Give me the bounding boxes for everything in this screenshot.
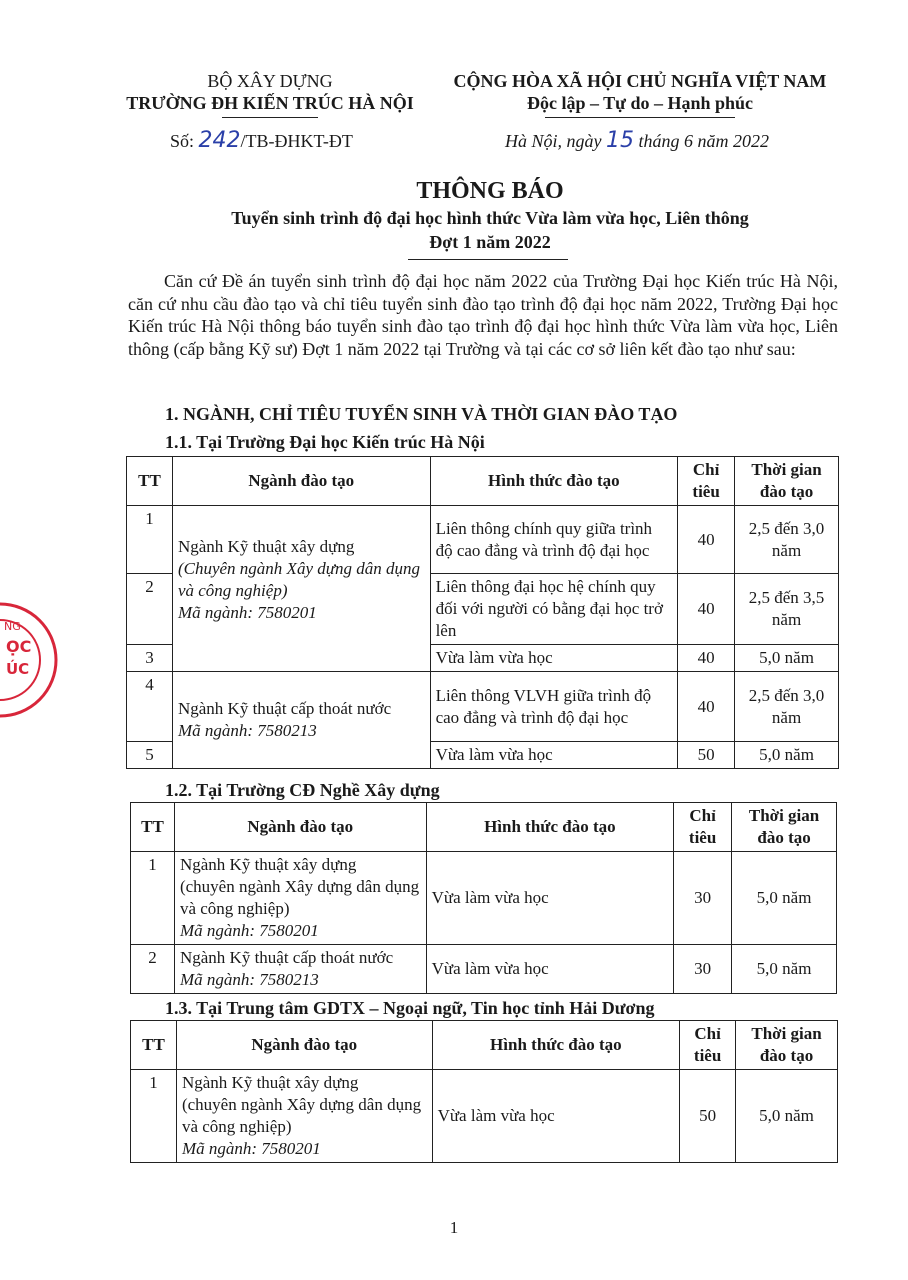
col-form: Hình thức đào tạo (430, 457, 678, 506)
table-3 (130, 1020, 838, 1163)
section-1-heading: 1. NGÀNH, CHỈ TIÊU TUYỂN SINH VÀ THỜI GIAN ĐÀO TẠO (165, 404, 678, 424)
col-tt: TT (127, 457, 173, 506)
table-row: 2 Liên thông đại học hệ chính quy đối với người có bằng đại học trở lên 40 2,5 đến 3,5 năm (127, 574, 839, 645)
col-duration: Thời gian đào tạo (735, 457, 839, 506)
table-header-row: TT Ngành đào tạo Hình thức đào tạo Chỉ tiêu Thời gian đào tạo (131, 1021, 838, 1070)
major-cell: Ngành Kỹ thuật xây dựng (chuyên ngành Xây dựng dân dụng và công nghiệp) Mã ngành: 7580201 (176, 1070, 432, 1163)
col-quota: Chỉ tiêu (678, 457, 735, 506)
seal-stamp (0, 600, 60, 720)
document-subtitle-round: Đợt 1 năm 2022 (429, 232, 551, 252)
page-number: 1 (449, 1218, 459, 1237)
document-subtitle: Tuyển sinh trình độ đại học hình thức Vừa làm vừa học, Liên thông (231, 208, 749, 228)
table-header-row (127, 457, 839, 506)
issuer-block (100, 70, 440, 114)
major-cell: Ngành Kỹ thuật cấp thoát nước Mã ngành: 7580213 (172, 672, 430, 769)
document-number: Số: 242/TB-ĐHKT-ĐT (170, 128, 353, 153)
handwritten-number: 242 (198, 128, 241, 153)
seal-text: NG (4, 620, 21, 633)
table-1 (126, 456, 839, 769)
intro-paragraph: Căn cứ Đề án tuyển sinh trình độ đại học năm 2022 của Trường Đại học Kiến trúc Hà Nội, căn cứ nhu cầu đào tạo và chỉ tiêu tuyển sinh đào tạo trình độ đại học năm 2022, Trường Đại học Kiến trúc Hà Nội thông báo tuyển sinh đào tạo trình độ đại học hình thức Vừa làm vừa học, Liên thông (cấp bằng Kỹ sư) Đợt 1 năm 2022 tại Trường và tại các cơ sở liên kết đào tạo như sau: (128, 271, 838, 359)
table-row: 1 Ngành Kỹ thuật xây dựng (Chuyên ngành Xây dựng dân dụng và công nghiệp) Mã ngành: 7580201 Liên thông chính quy giữa trình độ cao đẳng và trình độ đại học 40 2,5 đến 3,0 năm (127, 506, 839, 574)
major-cell: Ngành Kỹ thuật cấp thoát nước Mã ngành: 7580213 (174, 945, 426, 994)
table-2-heading: 1.2. Tại Trường CĐ Nghề Xây dựng (165, 780, 440, 800)
table-row: 2 Ngành Kỹ thuật cấp thoát nước Mã ngành: 7580213 Vừa làm vừa học 30 5,0 năm (131, 945, 837, 994)
table-1-heading: 1.1. Tại Trường Đại học Kiến trúc Hà Nội (165, 432, 485, 452)
national-header (430, 70, 850, 114)
issuer-underline (222, 117, 318, 118)
motto-underline (545, 117, 735, 118)
table-row: 5 Vừa làm vừa học 50 5,0 năm (127, 742, 839, 769)
handwritten-day: 15 (606, 128, 634, 153)
country-name: CỘNG HÒA XÃ HỘI CHỦ NGHĨA VIỆT NAM (453, 71, 827, 91)
university-name: TRƯỜNG ĐH KIẾN TRÚC HÀ NỘI (126, 93, 414, 113)
table-2 (130, 802, 837, 994)
table-3-heading: 1.3. Tại Trung tâm GDTX – Ngoại ngữ, Tin học tỉnh Hải Dương (165, 998, 655, 1018)
major-cell: Ngành Kỹ thuật xây dựng (Chuyên ngành Xây dựng dân dụng và công nghiệp) Mã ngành: 7580201 (172, 506, 430, 672)
title-underline (408, 259, 568, 260)
table-header-row: TT Ngành đào tạo Hình thức đào tạo Chỉ tiêu Thời gian đào tạo (131, 803, 837, 852)
table-row: 1 Ngành Kỹ thuật xây dựng (chuyên ngành Xây dựng dân dụng và công nghiệp) Mã ngành: 7580201 Vừa làm vừa học 50 5,0 năm (131, 1070, 838, 1163)
table-row: 1 Ngành Kỹ thuật xây dựng (chuyên ngành Xây dựng dân dụng và công nghiệp) Mã ngành: 7580201 Vừa làm vừa học 30 5,0 năm (131, 852, 837, 945)
seal-text: ỌC (6, 637, 32, 656)
table-row: 4 Ngành Kỹ thuật cấp thoát nước Mã ngành: 7580213 Liên thông VLVH giữa trình độ cao đẳng và trình độ đại học 40 2,5 đến 3,0 năm (127, 672, 839, 742)
seal-text: ÚC (6, 660, 30, 678)
document-title: THÔNG BÁO (416, 178, 564, 204)
document-date: Hà Nội, ngày 15 tháng 6 năm 2022 (505, 128, 769, 153)
motto: Độc lập – Tự do – Hạnh phúc (526, 93, 754, 113)
col-major: Ngành đào tạo (172, 457, 430, 506)
ministry-name: BỘ XÂY DỰNG (207, 71, 333, 91)
table-row: 3 Vừa làm vừa học 40 5,0 năm (127, 645, 839, 672)
major-cell: Ngành Kỹ thuật xây dựng (chuyên ngành Xây dựng dân dụng và công nghiệp) Mã ngành: 7580201 (174, 852, 426, 945)
